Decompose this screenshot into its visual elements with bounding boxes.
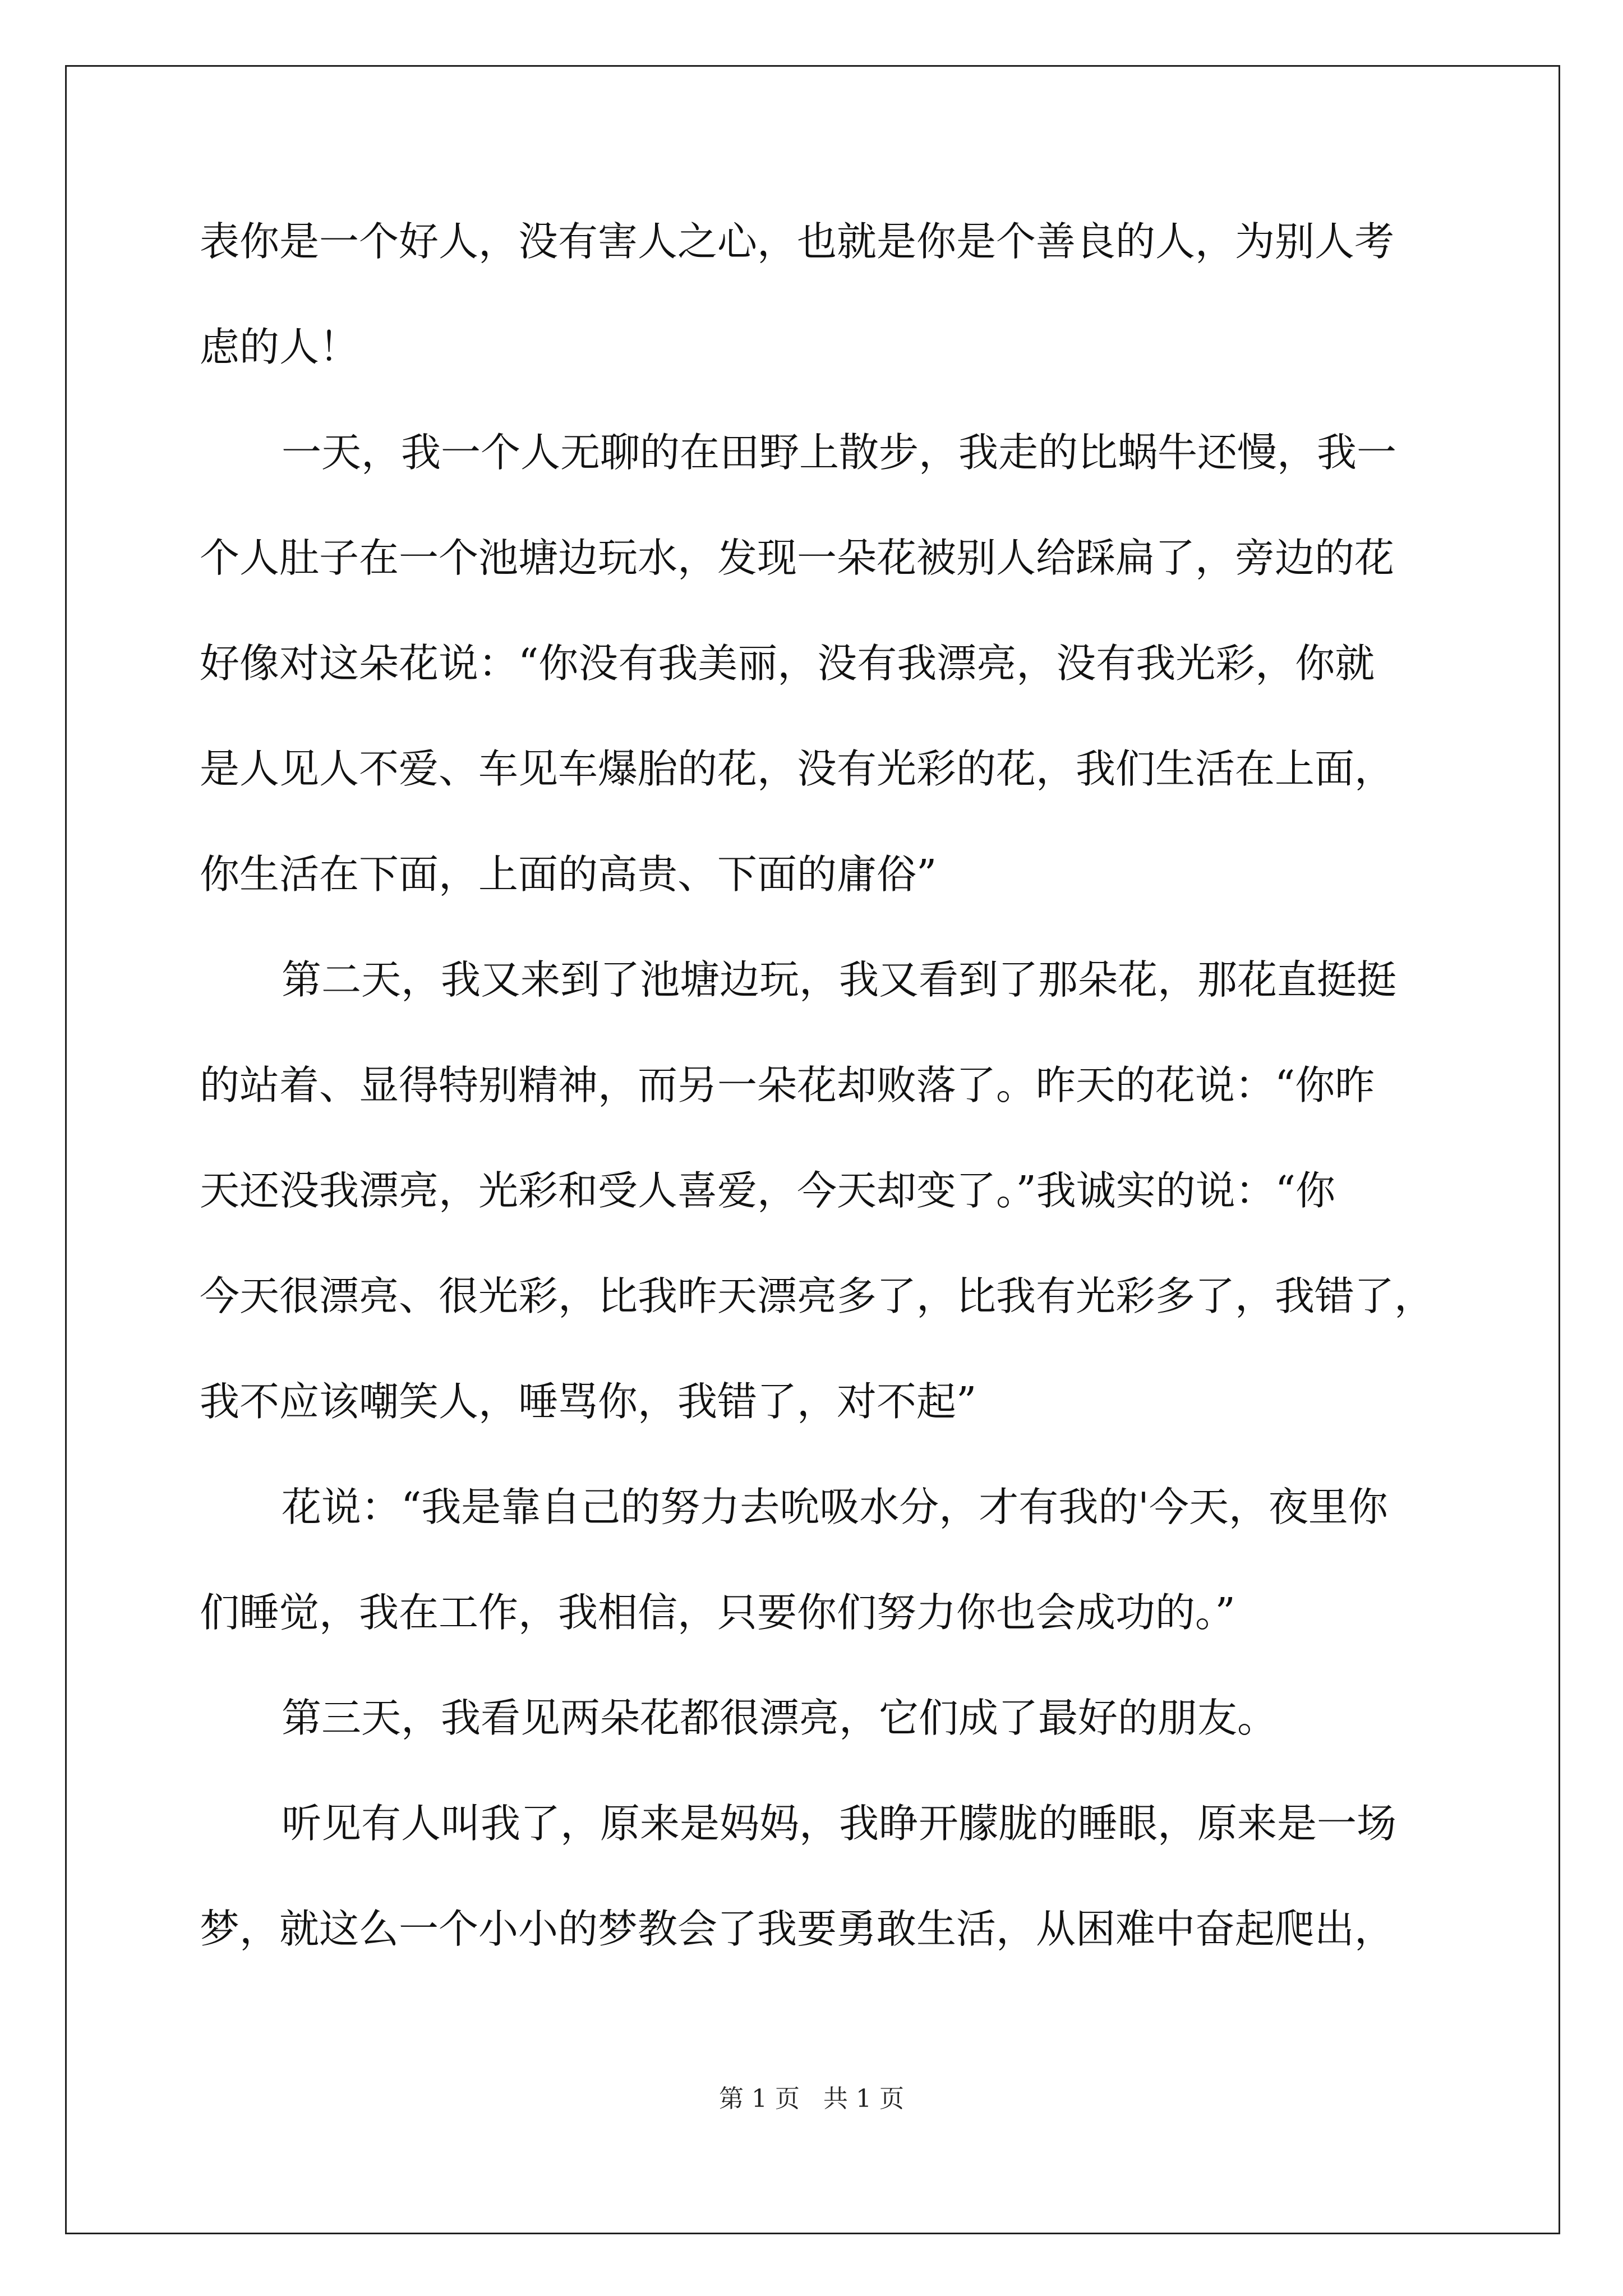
text-line: 花说：“我是靠自己的努力去吮吸水分，才有我的'今天，夜里你 (282, 1484, 1388, 1530)
text-line: 个人肚子在一个池塘边玩水，发现一朵花被别人给踩扁了，旁边的花 (200, 535, 1395, 581)
text-line: 天还没我漂亮，光彩和受人喜爱，今天却变了。”我诚实的说：“你 (200, 1167, 1336, 1214)
document-body (200, 215, 1433, 2008)
text-line: 一天，我一个人无聊的在田野上散步，我走的比蜗牛还慢，我一 (282, 429, 1397, 476)
text-line: 你生活在下面，上面的高贵、下面的庸俗” (200, 851, 937, 898)
text-line: 表你是一个好人，没有害人之心，也就是你是个善良的人，为别人考 (200, 218, 1395, 265)
text-line: 梦，就这么一个小小的梦教会了我要勇敢生活，从困难中奋起爬出， (200, 1906, 1395, 1952)
text-line: 第二天，我又来到了池塘边玩，我又看到了那朵花，那花直挺挺 (282, 956, 1397, 1003)
page-footer (0, 2082, 1623, 2116)
text-line: 第三天，我看见两朵花都很漂亮，它们成了最好的朋友。 (282, 1695, 1278, 1741)
text-line: 们睡觉，我在工作，我相信，只要你们努力你也会成功的。” (200, 1589, 1235, 1636)
page-number: 第 1 页 (719, 2085, 800, 2113)
text-line: 今天很漂亮、很光彩，比我昨天漂亮多了，比我有光彩多了，我错了， (200, 1273, 1435, 1319)
text-line: 好像对这朵花说：“你没有我美丽，没有我漂亮，没有我光彩，你就 (200, 640, 1375, 687)
page-total: 共 1 页 (823, 2085, 904, 2113)
text-line: 虑的人！ (200, 324, 359, 370)
text-line: 是人见人不爱、车见车爆胎的花，没有光彩的花，我们生活在上面， (200, 746, 1395, 792)
text-line: 我不应该嘲笑人，唾骂你，我错了，对不起” (200, 1378, 977, 1425)
text-line: 的站着、显得特别精神，而另一朵花却败落了。昨天的花说：“你昨 (200, 1062, 1375, 1108)
text-line: 听见有人叫我了，原来是妈妈，我睁开朦胧的睡眼，原来是一场 (282, 1800, 1397, 1847)
